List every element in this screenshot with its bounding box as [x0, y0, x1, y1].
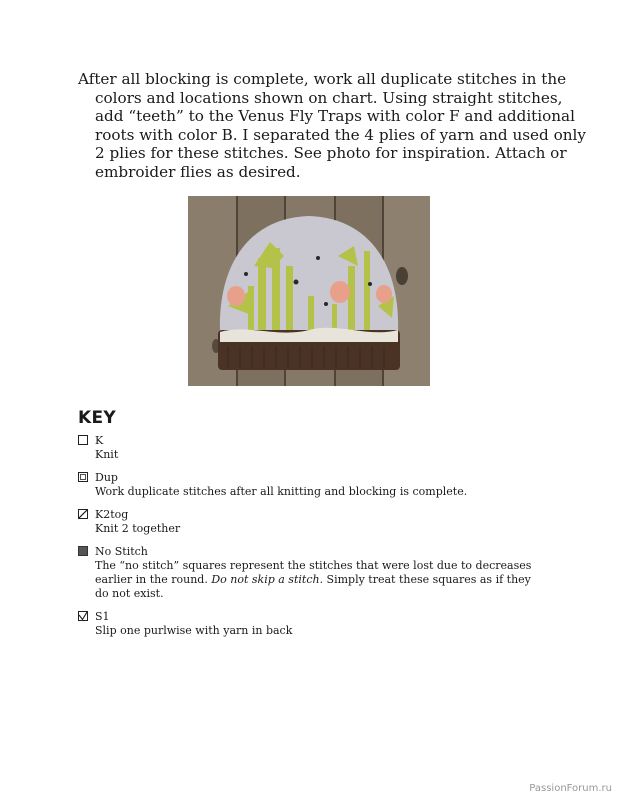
key-item-description: Slip one purlwise with yarn in back: [95, 624, 293, 637]
key-item-description: [95, 559, 548, 601]
key-item-description: Work duplicate stitches after all knitting and blocking is complete.: [95, 485, 468, 498]
watermark: PassionForum.ru: [529, 783, 612, 794]
hat-photo: [188, 196, 430, 386]
description-emphasis: Do not skip a stitch: [211, 573, 320, 586]
key-item-name: K: [95, 434, 104, 447]
key-item-name: S1: [95, 610, 110, 623]
description-text: The “no stitch” squares represent the stitches that were lost due to decreases earlier in the round.: [95, 559, 532, 586]
empty-square-icon: [78, 435, 88, 445]
check-square-icon: [78, 611, 88, 621]
description-text: . Simply treat these squares as if they do not exist.: [95, 573, 531, 600]
key-item-description: Knit 2 together: [95, 522, 181, 535]
key-item-name: No Stitch: [95, 545, 148, 558]
key-item-dup: [78, 471, 548, 499]
d-in-square-icon: [78, 472, 88, 482]
filled-square-icon: [78, 546, 88, 556]
key-item-k2tog: [78, 508, 548, 536]
key-heading: KEY: [78, 408, 116, 428]
key-item-knit: [78, 434, 548, 462]
key-item-description: Knit: [95, 448, 119, 461]
key-item-name: Dup: [95, 471, 118, 484]
key-item-s1: [78, 610, 548, 638]
key-item-no-stitch: [78, 545, 548, 601]
key-item-name: K2tog: [95, 508, 129, 521]
intro-paragraph: After all blocking is complete, work all duplicate stitches in the colors and locations shown on chart. Using straight stitches, add “teeth” to the Venus Fly Traps with color F and additional roots with color B. I separated the 4 plies of yarn and used only 2 plies for these stitches. See photo for inspiration. Attach or embroider flies as desired.: [78, 70, 586, 181]
slash-square-icon: [78, 509, 88, 519]
key-list: [78, 434, 548, 647]
